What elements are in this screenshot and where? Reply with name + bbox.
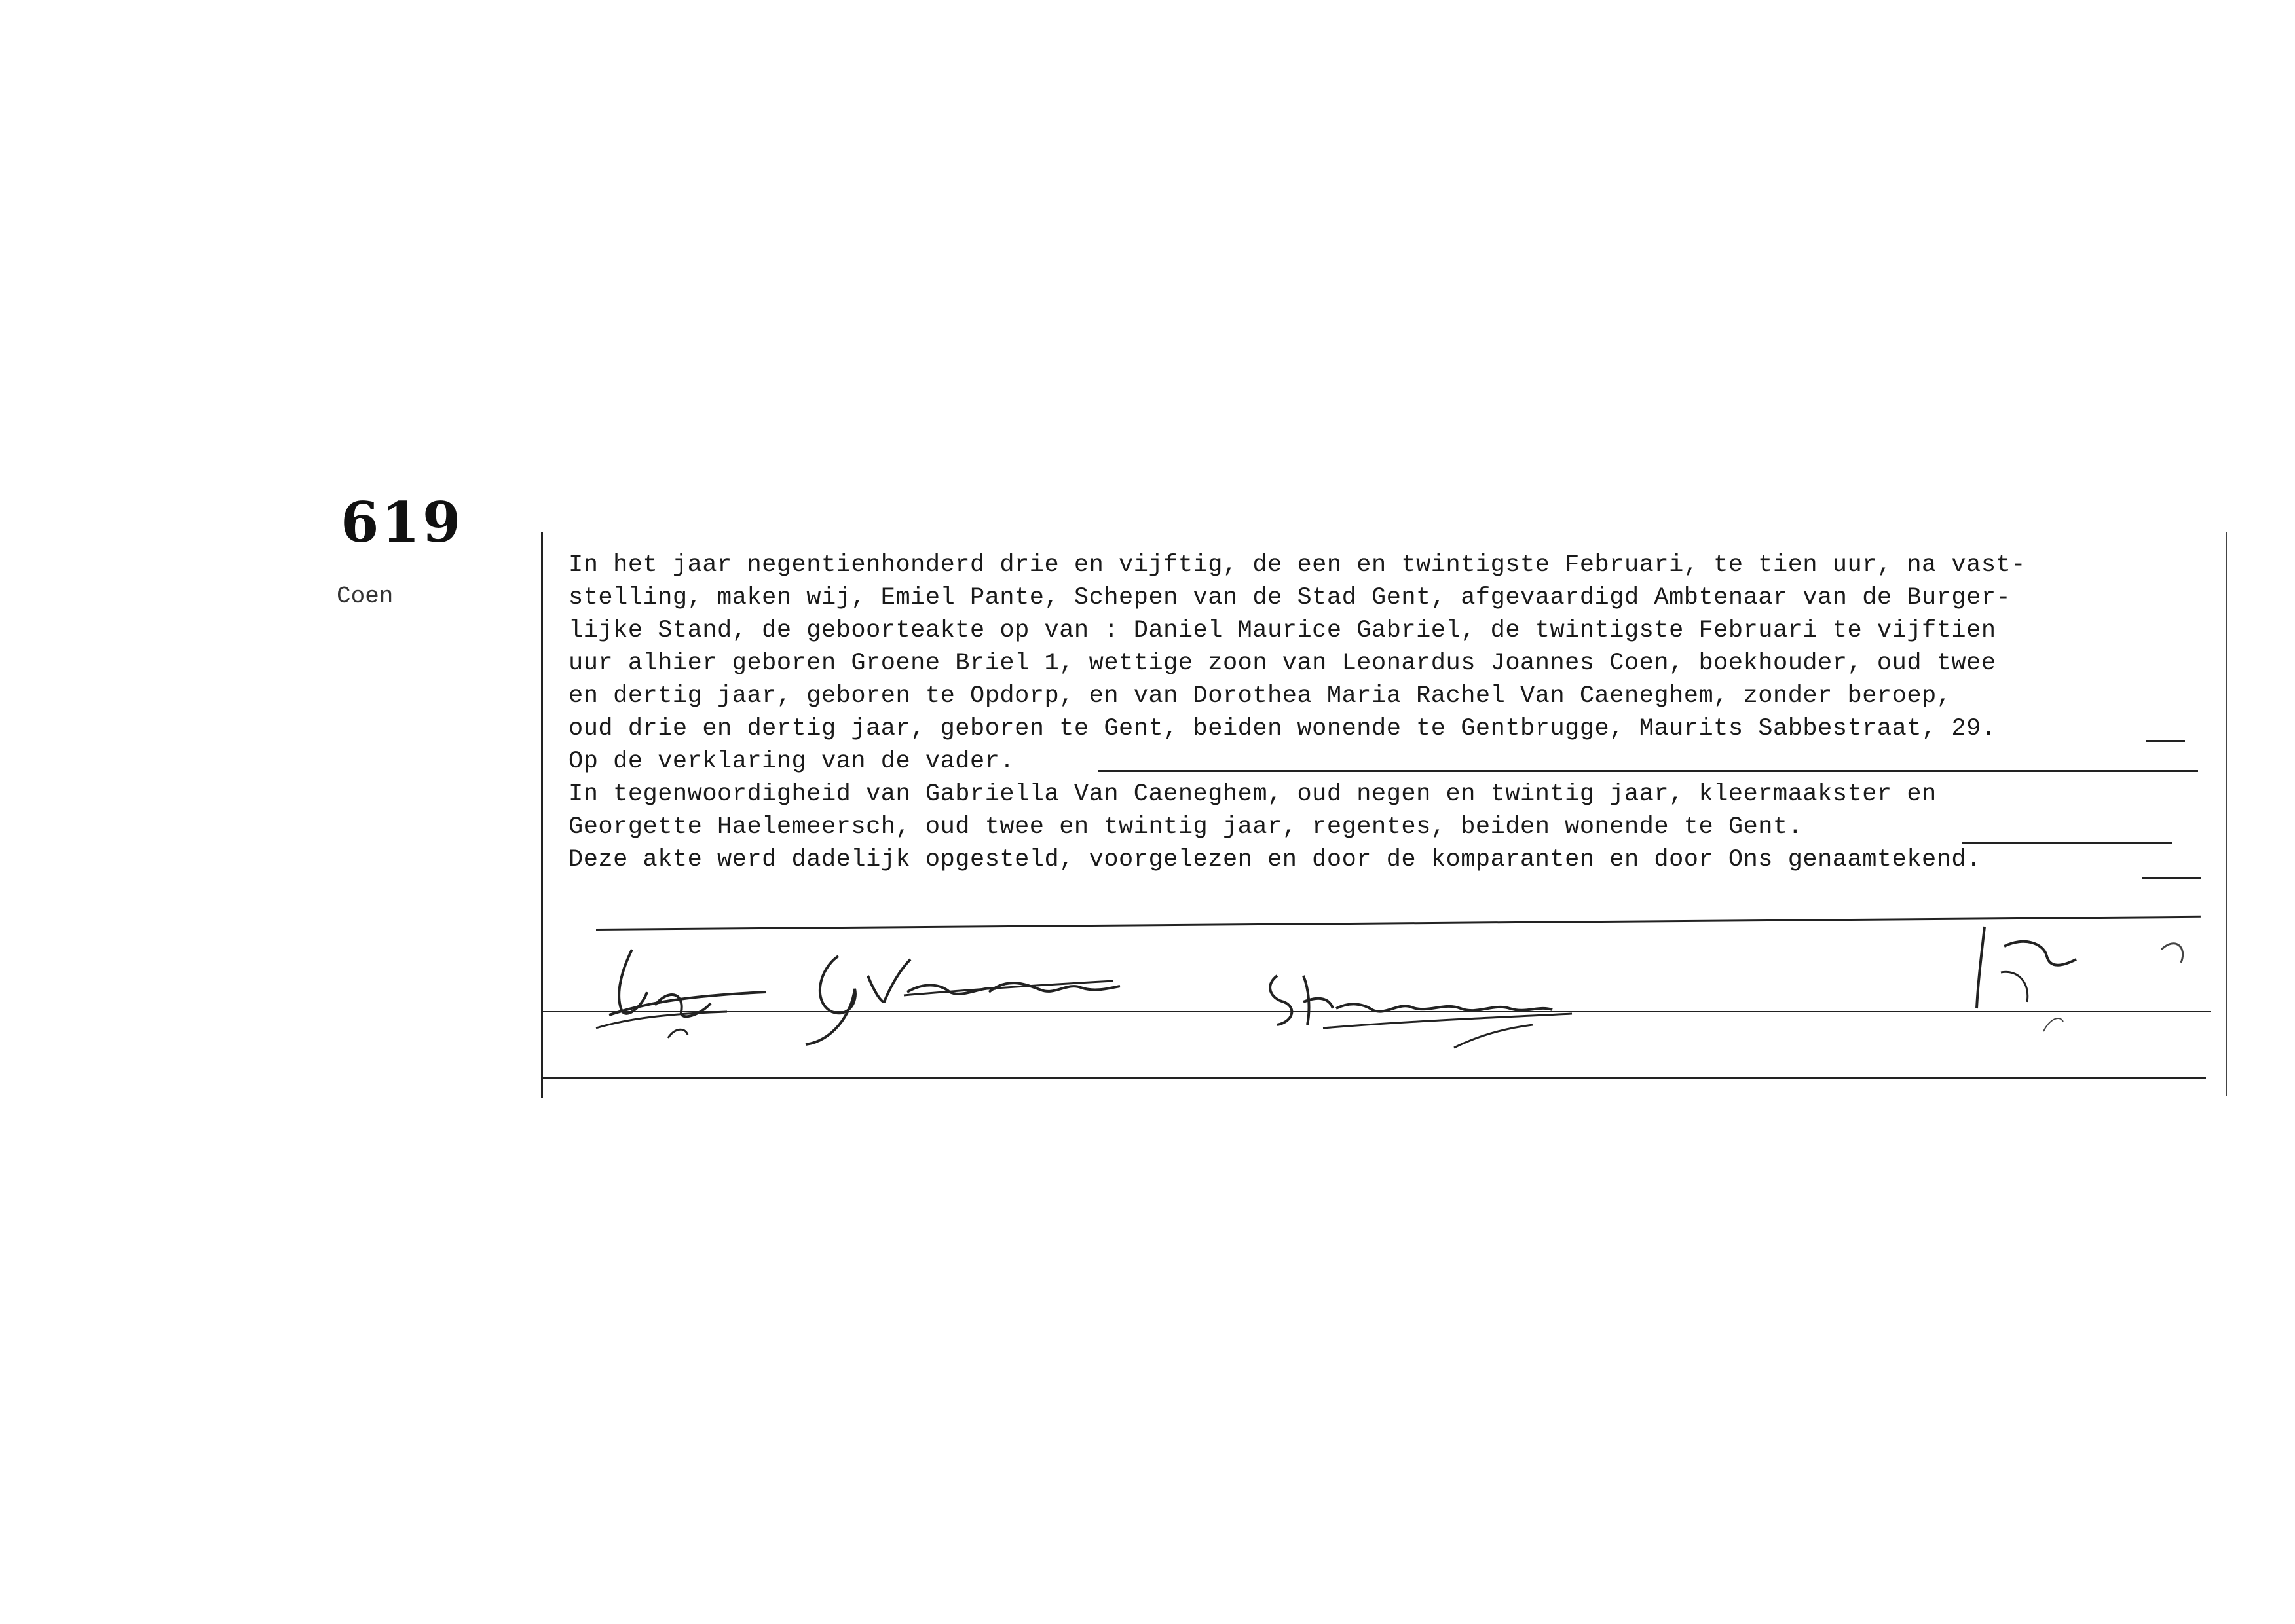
signature-father xyxy=(570,930,793,1051)
record-right-border xyxy=(2226,532,2227,1096)
record-line: uur alhier geboren Groene Briel 1, wettige zoon van Leonardus Joannes Coen, boekhouder, oud twee xyxy=(569,650,1996,677)
record-line: Deze akte werd dadelijk opgesteld, voorgelezen en door de komparanten en door Ons genaamtekend. xyxy=(569,846,1981,874)
record-line: Op de verklaring van de vader. xyxy=(569,748,1015,775)
record-line: In tegenwoordigheid van Gabriella Van Caeneghem, oud negen en twintig jaar, kleermaakster en xyxy=(569,781,1937,808)
record-line: stelling, maken wij, Emiel Pante, Schepen van de Stad Gent, afgevaardigd Ambtenaar van de Burger- xyxy=(569,584,2011,612)
signature-gabriella-van-caeneghem xyxy=(793,930,1133,1058)
record-line: en dertig jaar, geboren te Opdorp, en van Dorothea Maria Rachel Van Caeneghem, zonder beroep, xyxy=(569,682,1952,710)
record-left-border xyxy=(541,532,543,1098)
record-line: In het jaar negentienhonderd drie en vijftig, de een en twintigste Februari, te tien uur, na vast- xyxy=(569,551,2026,579)
signature-georgette-haelemeersch xyxy=(1258,956,1598,1071)
record-line: oud drie en dertig jaar, geboren te Gent, beiden wonende te Gentbrugge, Maurits Sabbestraat, 29. xyxy=(569,715,1996,743)
fill-line-address xyxy=(2146,740,2185,742)
signature-top-rule xyxy=(596,916,2201,931)
record-line: Georgette Haelemeersch, oud twee en twintig jaar, regentes, beiden wonende te Gent. xyxy=(569,813,1803,841)
birth-record-text xyxy=(569,549,2219,876)
margin-surname: Coen xyxy=(337,583,394,610)
record-line: lijke Stand, de geboorteakte op van : Daniel Maurice Gabriel, de twintigste Februari te vijftien xyxy=(569,617,1996,644)
record-bottom-rule xyxy=(542,1077,2206,1079)
fill-line-witnesses xyxy=(1962,842,2172,844)
fill-line-declaration xyxy=(1098,770,2198,772)
fill-line-closing xyxy=(2142,877,2201,879)
act-number: 619 xyxy=(341,490,464,555)
signature-officer xyxy=(1965,910,2214,1044)
